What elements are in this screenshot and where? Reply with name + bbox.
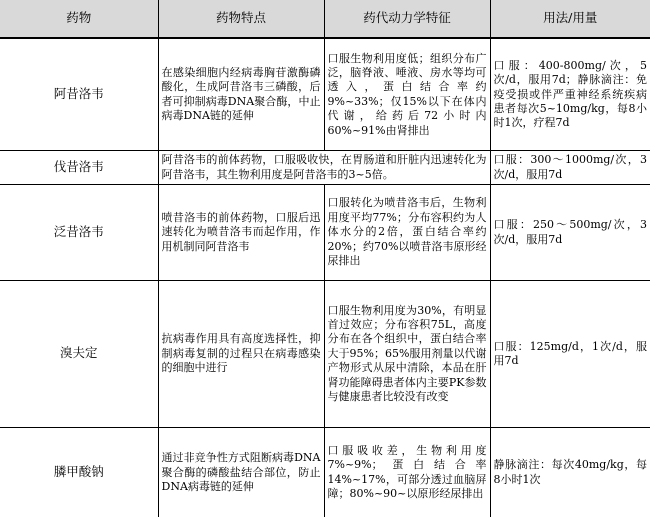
drug-features: 在感染细胞内经病毒胸苷激酶磷酸化，生成阿昔洛韦三磷酸，后者可抑制病毒DNA聚合酶，中止病毒DNA链的延伸 xyxy=(158,38,324,150)
header-drug: 药物 xyxy=(0,0,158,38)
drug-usage: 口服：250～500mg/次，3次/d，服用7d xyxy=(490,184,650,280)
drug-name: 溴夫定 xyxy=(0,280,158,427)
table-row xyxy=(0,427,650,517)
drug-name: 伐昔洛韦 xyxy=(0,150,158,184)
drug-features: 抗病毒作用具有高度选择性，抑制病毒复制的过程只在病毒感染的细胞中进行 xyxy=(158,280,324,427)
header-pk: 药代动力学特征 xyxy=(324,0,490,38)
table-row xyxy=(0,38,650,150)
header-features: 药物特点 xyxy=(158,0,324,38)
drug-features: 喷昔洛韦的前体药物，口服后迅速转化为喷昔洛韦而起作用，作用机制同阿昔洛韦 xyxy=(158,184,324,280)
table-row xyxy=(0,150,650,184)
table-row xyxy=(0,280,650,427)
drug-usage: 静脉滴注：每次40mg/kg，每8小时1次 xyxy=(490,427,650,517)
drug-usage: 口服：125mg/d，1次/d，服用7d xyxy=(490,280,650,427)
drug-name: 膦甲酸钠 xyxy=(53,464,104,480)
drug-name: 阿昔洛韦 xyxy=(0,38,158,150)
drug-usage: 口服：300～1000mg/次，3次/d，服用7d xyxy=(490,150,650,184)
drug-pk: 口服生物利用度低；组织分布广泛，脑脊液、唾液、房水等均可透入，蛋白结合率约9%~33%；仅15%以下在体内代谢，给药后72小时内60%~91%由肾排出 xyxy=(324,38,490,150)
drug-features: 阿昔洛韦的前体药物，口服吸收快，在胃肠道和肝脏内迅速转化为阿昔洛韦，其生物利用度是阿昔洛韦的3~5倍。 xyxy=(158,150,490,184)
drug-pk: 口服转化为喷昔洛韦后，生物利用度平均77%；分布容积约为人体水分的2倍，蛋白结合率约20%；约70%以喷昔洛韦原形经尿排出 xyxy=(324,184,490,280)
drug-features: 通过非竞争性方式阻断病毒DNA聚合酶的磷酸盐结合部位，防止DNA病毒链的延伸 xyxy=(158,427,324,517)
table-row xyxy=(0,184,650,280)
header-usage: 用法/用量 xyxy=(490,0,650,38)
drug-pk: 口服吸收差，生物利用度7%~9%；蛋白结合率14%~17%，可部分透过血脑屏障；80%~90~以原形经尿排出 xyxy=(324,427,490,517)
drug-usage: 口服：400-800mg/次，5次/d，服用7d；静脉滴注：免疫受损或伴严重神经系统疾病患者每次5~10mg/kg，每8小时1次，疗程7d xyxy=(490,38,650,150)
drug-pk: 口服生物利用度为30%，有明显首过效应；分布容积75L，高度分布在各个组织中，蛋白结合率大于95%；65%服用剂量以代谢产物形式从尿中清除，本品在肝肾功能障碍患者体内主要PK参数与健康患者比较没有改变 xyxy=(324,280,490,427)
header-row xyxy=(0,0,650,38)
drug-name: 泛昔洛韦 xyxy=(0,184,158,280)
